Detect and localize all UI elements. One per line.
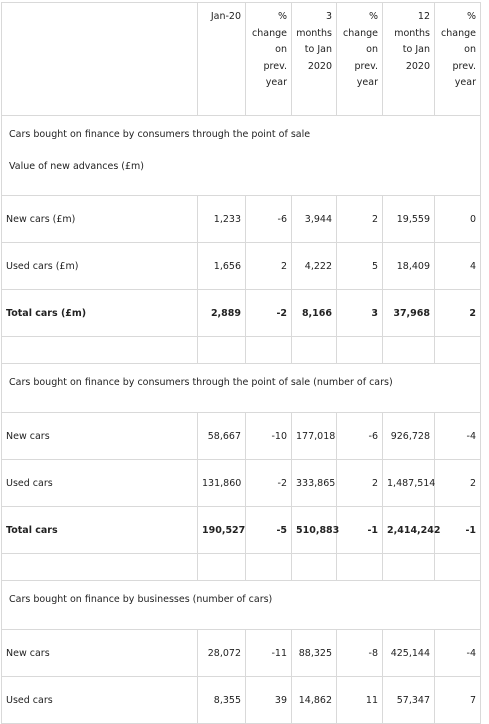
column-header-line: year	[454, 77, 476, 88]
section-title	[2, 364, 481, 413]
column-header-line: year	[265, 77, 287, 88]
empty-cell	[292, 337, 337, 364]
table-row	[2, 290, 481, 337]
table-cell: 11	[337, 677, 383, 724]
column-header	[383, 3, 435, 116]
table-cell: 131,860	[198, 460, 246, 507]
column-header-line: on	[275, 44, 287, 55]
column-header-line: months	[394, 27, 430, 39]
table-row	[2, 196, 481, 243]
row-label: Total cars	[2, 507, 198, 554]
table-cell: -10	[246, 413, 292, 460]
table-cell: -11	[246, 630, 292, 677]
table-cell: 4	[435, 243, 481, 290]
empty-cell	[383, 554, 435, 581]
column-header-line: 2020	[307, 60, 332, 72]
row-label: New cars	[2, 413, 198, 460]
table-cell: -1	[337, 507, 383, 554]
column-header-line: to Jan	[402, 44, 430, 55]
finance-table	[1, 2, 481, 724]
row-label: New cars (£m)	[2, 196, 198, 243]
column-header-line: on	[464, 44, 476, 55]
empty-cell	[246, 337, 292, 364]
table-cell: 2	[246, 243, 292, 290]
column-header-line: 3	[325, 11, 332, 22]
empty-cell	[198, 337, 246, 364]
column-header-line: 12	[417, 11, 430, 22]
section-subtitle: Value of new advances (£m)	[9, 161, 145, 172]
table-row	[2, 677, 481, 724]
table-row	[2, 243, 481, 290]
table-cell: 57,347	[383, 677, 435, 724]
spacer-row	[2, 554, 481, 581]
table-cell: -6	[337, 413, 383, 460]
empty-cell	[435, 554, 481, 581]
column-header-line: %	[466, 11, 476, 22]
table-cell: -2	[246, 290, 292, 337]
table-cell: -2	[246, 460, 292, 507]
table-cell: 18,409	[383, 243, 435, 290]
column-header-line: months	[296, 27, 332, 39]
table-cell: 8,355	[198, 677, 246, 724]
table-cell: -5	[246, 507, 292, 554]
empty-cell	[383, 337, 435, 364]
column-header	[246, 3, 292, 116]
row-label: Used cars (£m)	[2, 243, 198, 290]
table-cell: 5	[337, 243, 383, 290]
table-cell: 8,166	[292, 290, 337, 337]
row-label: Used cars	[2, 677, 198, 724]
table-cell: 2	[435, 460, 481, 507]
table-cell: 2,414,242	[383, 507, 435, 554]
table-row	[2, 460, 481, 507]
table-cell: 1,656	[198, 243, 246, 290]
section-title-text: Cars bought on finance by consumers through the point of sale	[9, 129, 311, 140]
table-cell: 88,325	[292, 630, 337, 677]
column-header-line: Jan-20	[210, 11, 241, 22]
table-cell: 2	[337, 460, 383, 507]
empty-cell	[435, 337, 481, 364]
empty-cell	[246, 554, 292, 581]
table-cell: 7	[435, 677, 481, 724]
table-cell: 28,072	[198, 630, 246, 677]
table-cell: 0	[435, 196, 481, 243]
table-cell: 177,018	[292, 413, 337, 460]
section-title	[2, 116, 481, 196]
empty-cell	[337, 337, 383, 364]
column-header	[337, 3, 383, 116]
table-cell: 1,233	[198, 196, 246, 243]
column-header-line: change	[441, 27, 476, 39]
column-header	[435, 3, 481, 116]
empty-cell	[2, 554, 198, 581]
table-cell: 2,889	[198, 290, 246, 337]
column-header-line: %	[368, 11, 378, 22]
section-title	[2, 581, 481, 630]
row-label: Used cars	[2, 460, 198, 507]
table-cell: -4	[435, 413, 481, 460]
column-header-line: prev.	[452, 60, 476, 72]
table-cell: 58,667	[198, 413, 246, 460]
table-row	[2, 507, 481, 554]
row-label: New cars	[2, 630, 198, 677]
table-cell: 2	[435, 290, 481, 337]
column-header-line: on	[366, 44, 378, 55]
table-cell: 425,144	[383, 630, 435, 677]
table-cell: 3	[337, 290, 383, 337]
empty-cell	[337, 554, 383, 581]
column-header	[292, 3, 337, 116]
column-header-line: prev.	[354, 60, 378, 72]
table-cell: -8	[337, 630, 383, 677]
column-header-line: to Jan	[304, 44, 332, 55]
section-title-row	[2, 116, 481, 196]
table-cell: 1,487,514	[383, 460, 435, 507]
table-cell: -6	[246, 196, 292, 243]
section-title-text: Cars bought on finance by businesses (number of cars)	[9, 594, 273, 605]
table-cell: 19,559	[383, 196, 435, 243]
header-row	[2, 3, 481, 116]
empty-cell	[198, 554, 246, 581]
table-cell: 190,527	[198, 507, 246, 554]
table-row	[2, 413, 481, 460]
column-header-line: year	[356, 77, 378, 88]
table-cell: 4,222	[292, 243, 337, 290]
section-title-text: Cars bought on finance by consumers through the point of sale (number of cars)	[9, 377, 393, 388]
table-cell: 3,944	[292, 196, 337, 243]
empty-cell	[292, 554, 337, 581]
table-cell: 14,862	[292, 677, 337, 724]
table-cell: 37,968	[383, 290, 435, 337]
table-cell: 2	[337, 196, 383, 243]
table-cell: -4	[435, 630, 481, 677]
empty-cell	[2, 337, 198, 364]
header-blank-cell	[2, 3, 198, 116]
table-cell: 39	[246, 677, 292, 724]
column-header-line: change	[343, 27, 378, 39]
column-header	[198, 3, 246, 116]
table-cell: 333,865	[292, 460, 337, 507]
section-title-row	[2, 364, 481, 413]
table-row	[2, 630, 481, 677]
section-title-row	[2, 581, 481, 630]
column-header-line: %	[277, 11, 287, 22]
table-cell: 510,883	[292, 507, 337, 554]
spacer-row	[2, 337, 481, 364]
table-cell: -1	[435, 507, 481, 554]
column-header-line: 2020	[405, 60, 430, 72]
column-header-line: prev.	[263, 60, 287, 72]
table-cell: 926,728	[383, 413, 435, 460]
row-label: Total cars (£m)	[2, 290, 198, 337]
column-header-line: change	[252, 27, 287, 39]
